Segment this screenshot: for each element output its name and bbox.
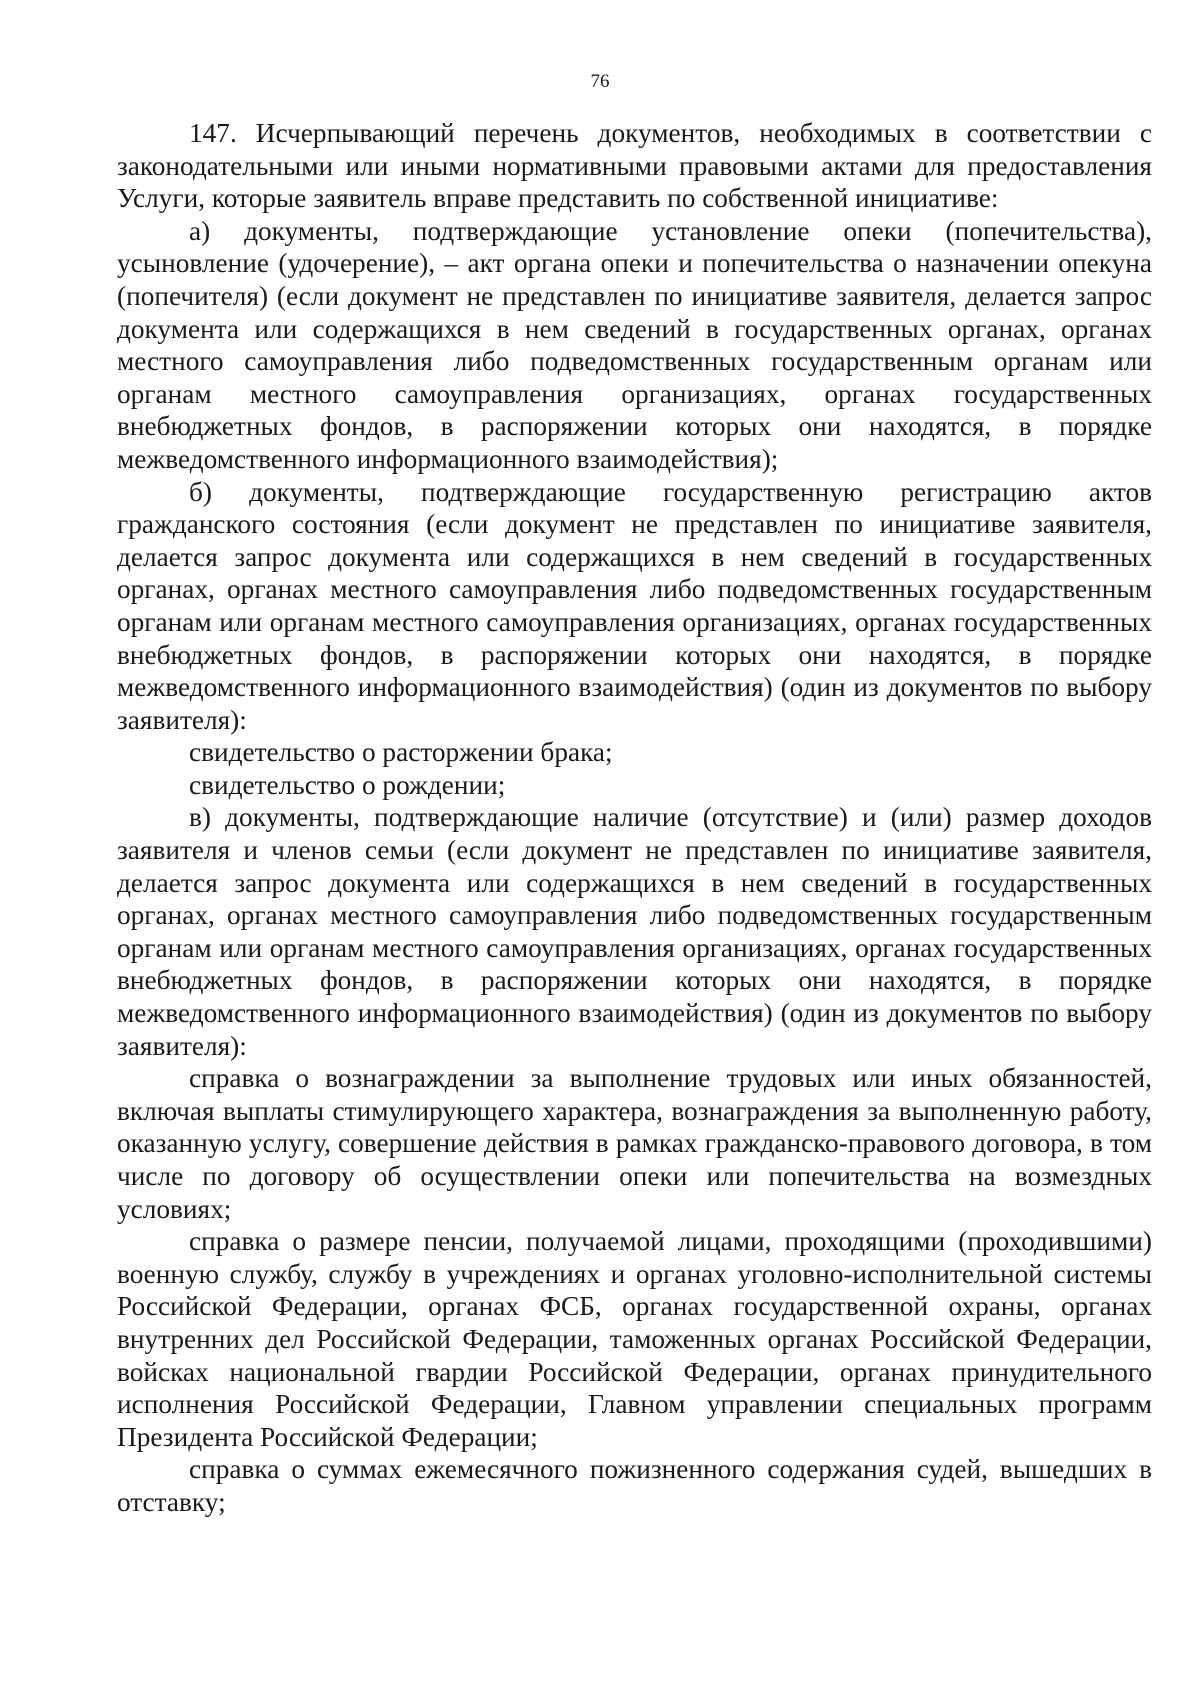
paragraph-147: 147. Исчерпывающий перечень документов, необходимых в соответствии с законодательными или иными нормативными правовыми актами для предоставления Услуги, которые заявитель вправе представить по собственной инициативе: <box>117 118 1152 214</box>
paragraph-item-b: б) документы, подтверждающие государственную регистрацию актов гражданского состояния (если документ не представлен по инициативе заявителя, делается запрос документа или содержащихся в нем сведений в государственных органах, органах местного самоуправления либо подведомственных государственным органам или органам местного самоуправления организациях, органах государственных внебюджетных фондов, в распоряжении которых они находятся, в порядке межведомственного информационного взаимодействия) (один из документов по выбору заявителя): <box>117 476 1152 735</box>
list-item-remuneration-certificate: справка о вознаграждении за выполнение трудовых или иных обязанностей, включая выплаты стимулирующего характера, вознаграждения за выполненную работу, оказанную услугу, совершение действия в рамках гражданско-правового договора, в том числе по договору об осуществлении опеки или попечительства на возмездных условиях; <box>117 1063 1152 1224</box>
list-item-pension-certificate: справка о размере пенсии, получаемой лицами, проходящими (проходившими) военную службу, службу в учреждениях и органах уголовно-исполнительной системы Российской Федерации, органах ФСБ, органах государственной охраны, органах внутренних дел Российской Федерации, таможенных органах Российской Федерации, войсках национальной гвардии Российской Федерации, органах принудительного исполнения Российской Федерации, Главном управлении специальных программ Президента Российской Федерации; <box>117 1226 1152 1452</box>
paragraph-item-a: а) документы, подтверждающие установление опеки (попечительства), усыновление (удочерение), – акт органа опеки и попечительства о назначении опекуна (попечителя) (если документ не представлен по инициативе заявителя, делается запрос документа или содержащихся в нем сведений в государственных органах, органах местного самоуправления либо подведомственных государственным органам или органам местного самоуправления организациях, органах государственных внебюджетных фондов, в распоряжении которых они находятся, в порядке межведомственного информационного взаимодействия); <box>117 215 1152 474</box>
paragraph-item-v: в) документы, подтверждающие наличие (отсутствие) и (или) размер доходов заявителя и членов семьи (если документ не представлен по инициативе заявителя, делается запрос документа или содержащихся в нем сведений в государственных органах, органах местного самоуправления либо подведомственных государственным органам или органам местного самоуправления организациях, органах государственных внебюджетных фондов, в распоряжении которых они находятся, в порядке межведомственного информационного взаимодействия) (один из документов по выбору заявителя): <box>117 802 1152 1061</box>
list-item-judges-allowance-certificate: справка о суммах ежемесячного пожизненного содержания судей, вышедших в отставку; <box>117 1454 1152 1517</box>
list-item-birth-certificate: свидетельство о рождении; <box>189 769 506 800</box>
document-body <box>117 117 1152 1519</box>
list-item-divorce-certificate: свидетельство о расторжении брака; <box>189 737 613 768</box>
page-number: 76 <box>590 71 610 92</box>
